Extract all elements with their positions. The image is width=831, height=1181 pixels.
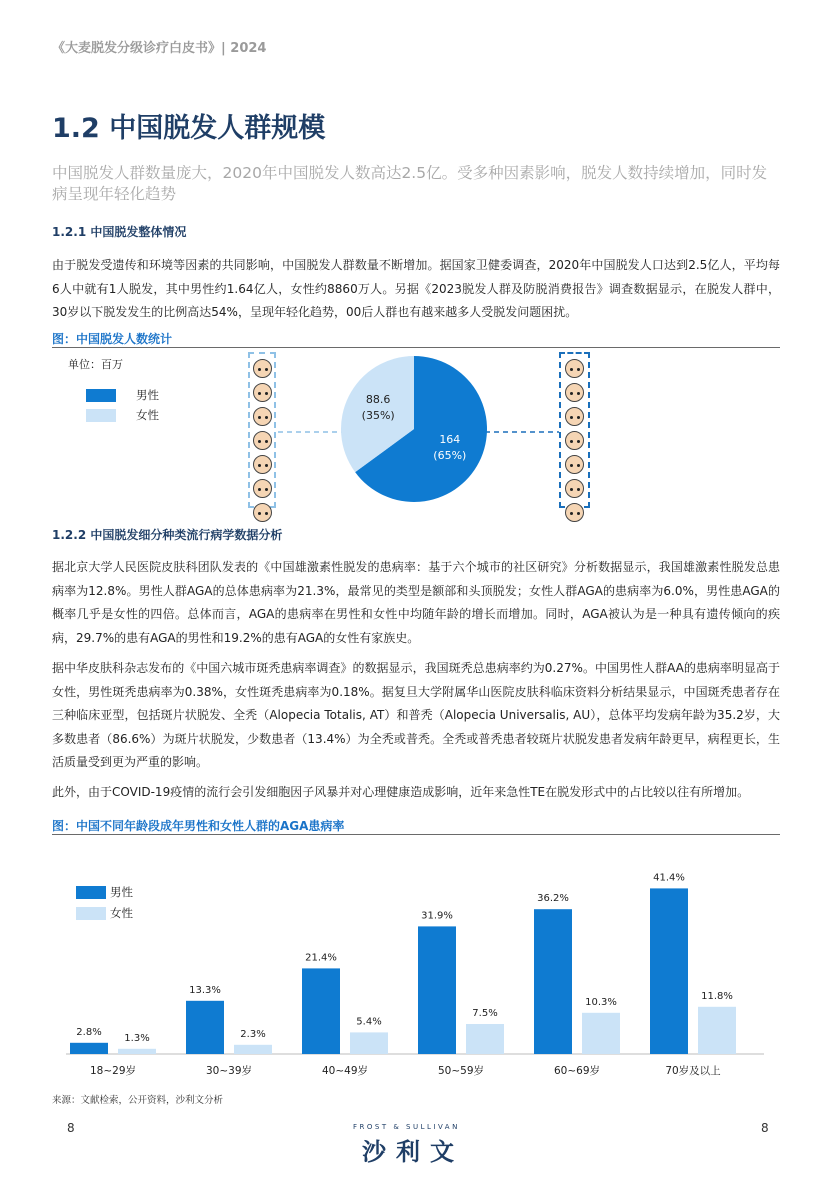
section-2-paragraph-1: 据北京大学人民医院皮肤科团队发表的《中国雄激素性脱发的患病率：基于六个城市的社区研究》分析数据显示，我国雄激素性脱发总患病率为12.8%。男性人群AGA的总体患病率为21.3%，最常见的类型是额部和头顶脱发；女性人群AGA的患病率为6.0%，男性患AGA的概率几乎是女性的四倍。总体而言，AGA的患病率在男性和女性中均随年龄的增长而增加。同时，AGA被认为是一种具有遗传倾向的疾病，29.7%的患有AGA的男性和19.2%的患有AGA的女性有家族史。	[52, 560, 780, 645]
data-label-male-2: 21.4%	[305, 952, 337, 964]
face-icon	[253, 359, 272, 378]
bar-male-1	[186, 1001, 224, 1054]
data-label-female-5: 11.8%	[701, 990, 733, 1002]
bar-female-2	[350, 1032, 388, 1054]
legend-label-male: 男性	[136, 388, 159, 402]
section-2-paragraph-3: 此外，由于COVID-19疫情的流行会引发细胞因子风暴并对心理健康造成影响，近年来急性TE在脱发形式中的占比较以往有所增加。	[52, 785, 750, 799]
face-icon	[253, 503, 272, 522]
figure-1-unit: 单位：百万	[68, 358, 123, 371]
x-tick-label-3: 50~59岁	[437, 1065, 485, 1077]
face-icon	[253, 383, 272, 402]
data-label-male-5: 41.4%	[653, 872, 685, 884]
data-label-female-3: 7.5%	[472, 1008, 498, 1019]
section-1-paragraph: 由于脱发受遗传和环境等因素的共同影响，中国脱发人群数量不断增加。据国家卫健委调查，2020年中国脱发人口达到2.5亿人，平均每6人中就有1人脱发，其中男性约1.64亿人，女性约8860万人。另据《2023脱发人群及防脱消费报告》调查数据显示，在脱发人群中，30岁以下脱发发生的比例高达54%，呈现年轻化趋势，00后人群也有越来越多人受脱发问题困扰。	[52, 258, 780, 319]
pie-chart	[270, 350, 570, 510]
figure-1-rule	[52, 347, 780, 348]
figure-1-title: 图：中国脱发人数统计	[52, 332, 173, 346]
pie-label-male-pct: (65%)	[433, 449, 467, 463]
section-2-paragraph-2: 据中华皮肤科杂志发布的《中国六城市斑秃患病率调查》的数据显示，我国斑秃总患病率约为0.27%。中国男性人群AA的患病率明显高于女性，男性斑秃患病率为0.38%，女性斑秃患病率为0.18%。据复旦大学附属华山医院皮肤科临床资料分析结果显示，中国斑秃患者存在三种临床亚型，包括斑片状脱发、全秃（Alopecia Totalis, AT）和普秃（Alopecia Universalis, AU），总体平均发病年龄为35.2岁，大多数患者（86.6%）为斑片状脱发，少数患者（13.4%）为全秃或普秃。全秃或普秃患者较斑片状脱发患者发病年龄更早，病程更长，生活质量受到更为严重的影响。	[52, 661, 780, 769]
legend-label-female: 女性	[136, 408, 159, 422]
bar-male-4	[534, 909, 572, 1054]
document-header: 《大麦脱发分级诊疗白皮书》| 2024	[52, 41, 267, 56]
data-label-male-3: 31.9%	[421, 910, 453, 922]
x-tick-label-2: 40~49岁	[321, 1065, 369, 1077]
frost-sullivan-logo-text: FROST & SULLIVAN	[353, 1123, 460, 1131]
x-tick-label-5: 70岁及以上	[665, 1065, 721, 1077]
legend-label-female: 女性	[110, 906, 133, 920]
face-icon	[253, 455, 272, 474]
bar-female-3	[466, 1024, 504, 1054]
face-icon	[253, 407, 272, 426]
page-number-left: 8	[67, 1121, 75, 1135]
x-tick-label-4: 60~69岁	[553, 1065, 601, 1077]
figure-1-legend-female	[86, 407, 159, 423]
pie-label-female-pct: (35%)	[361, 408, 395, 422]
bar-male-3	[418, 926, 456, 1054]
bar-male-2	[302, 968, 340, 1054]
data-label-male-4: 36.2%	[537, 893, 569, 905]
legend-label-male: 男性	[110, 885, 133, 899]
x-tick-label-1: 30~39岁	[205, 1065, 253, 1077]
aga-bar-chart	[52, 840, 782, 1085]
bar-female-1	[234, 1045, 272, 1054]
pie-label-male-value: 164	[439, 433, 461, 447]
bar-male-0	[70, 1043, 108, 1054]
pie-label-female-value: 88.6	[365, 392, 391, 406]
figure-2-title: 图：中国不同年龄段成年男性和女性人群的AGA患病率	[52, 819, 345, 833]
legend-swatch-male	[86, 389, 116, 402]
data-label-female-0: 1.3%	[124, 1032, 150, 1044]
page-title: 1.2 中国脱发人群规模	[52, 113, 326, 144]
face-icon	[253, 431, 272, 450]
bar-female-0	[118, 1049, 156, 1054]
page-subtitle: 中国脱发人群数量庞大，2020年中国脱发人数高达2.5亿。受多种因素影响，脱发人数持续增加，同时发病呈现年轻化趋势	[52, 164, 768, 203]
legend-swatch-female	[86, 409, 116, 422]
x-tick-label-0: 18~29岁	[89, 1065, 137, 1077]
frost-sullivan-logo-cn: 沙利文	[362, 1138, 464, 1166]
section-heading-1-2-1: 1.2.1 中国脱发整体情况	[52, 225, 187, 239]
data-label-male-1: 13.3%	[189, 984, 221, 996]
figure-source: 来源：文献检索，公开资料，沙利文分析	[52, 1095, 224, 1106]
face-icon	[253, 479, 272, 498]
data-label-male-0: 2.8%	[76, 1026, 102, 1038]
data-label-female-1: 2.3%	[240, 1028, 266, 1040]
bar-male-5	[650, 888, 688, 1054]
bar-female-5	[698, 1007, 736, 1054]
data-label-female-4: 10.3%	[585, 996, 617, 1008]
bar-female-4	[582, 1013, 620, 1054]
figure-1-legend-male	[86, 387, 159, 403]
figure-2-rule	[52, 834, 780, 835]
page-number-right: 8	[761, 1121, 769, 1135]
data-label-female-2: 5.4%	[356, 1016, 382, 1028]
section-heading-1-2-2: 1.2.2 中国脱发细分种类流行病学数据分析	[52, 528, 283, 542]
